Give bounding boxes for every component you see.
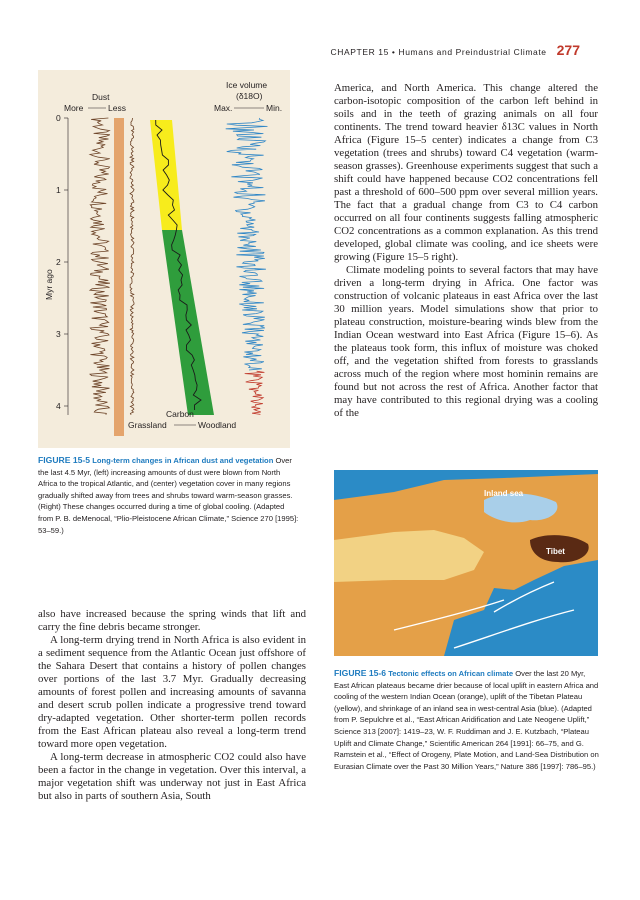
carbon-grassland-label: Grassland (128, 420, 167, 430)
chapter-title: CHAPTER 15 • Humans and Preindustrial Climate (330, 47, 547, 57)
paragraph: America, and North America. This change altered the carbon-isotopic composition of the carbon left behind in soils and in the teeth of grazing animals on all four continents. The trend toward heavier δ13C values in North Africa (Figure 15–5 center) indicates a change from C3 vegetation (trees and shrubs) toward C4 vegetation (warm-season grasses). Greenhouse experiments suggest that such a shift could have happened because CO2 concentrations fell past a threshold of 600–500 ppm over several million years. The fact that a gradual change from C3 to C4 carbon occurred on all four continents suggests falling atmospheric CO2 concentrations as a common explanation. As this trend developed, global climate was cooling, and ice sheets were growing (Figure 15–5 right). (334, 82, 598, 263)
carbon-title: Carbon (166, 409, 194, 419)
figure-15-6-map (334, 470, 598, 656)
dust-title: Dust (92, 92, 110, 102)
ice-subtitle: (δ18O) (236, 91, 263, 101)
figure-15-5-chart (38, 70, 290, 448)
carbon-woodland-label: Woodland (198, 420, 237, 430)
paragraph: also have increased because the spring winds that lift and carry the fine debris became stronger. (38, 608, 306, 633)
y-tick-label: 0 (56, 113, 61, 123)
dust-more-label: More (64, 103, 84, 113)
dust-less-label: Less (108, 103, 126, 113)
page-number: 277 (556, 42, 580, 58)
left-column-text (38, 608, 306, 803)
figure-15-5 (38, 70, 290, 448)
tibet-label: Tibet (546, 547, 565, 556)
figure-15-6-title: Tectonic effects on African climate (388, 669, 514, 678)
ice-title: Ice volume (226, 80, 268, 90)
ice-volume-red-line (245, 371, 265, 414)
right-column-text (334, 82, 598, 420)
ice-min-label: Min. (266, 103, 283, 113)
y-tick-label: 4 (56, 401, 61, 411)
y-ticks (56, 113, 68, 411)
dust-band (114, 118, 124, 436)
figure-15-5-caption-body: Over the last 4.5 Myr, (left) increasing amounts of dust were blown from North Africa to the tropical Atlantic, and (center) vegetation cover in many regions gradually shifted away from trees and shrubs toward warm-season grasses. (Right) These changes occurred during a time of global cooling. (Adapted from P. B. deMenocal, “Plio-Pleistocene African Climate,” Science 270 [1995]: 53–59.) (38, 456, 299, 535)
y-axis-label: Myr ago (44, 269, 54, 300)
dust-record-line (90, 118, 134, 415)
figure-15-5-label: FIGURE 15-5 (38, 455, 91, 465)
paragraph: A long-term decrease in atmospheric CO2 could also have been a factor in the change in vegetation. Over this interval, a major vegetation shift was underway not just in East Africa but also in parts of southern Asia, South (38, 751, 306, 802)
paragraph: Climate modeling points to several factors that may have driven a long-term drying in Africa. One factor was construction of volcanic plateaus in east Africa over the last 30 million years. Model simulations show that prior to plateau construction, moisture-bearing winds blew from the Indian Ocean westward into East Africa (Figure 15–6). As the plateaus took form, this influx of moisture was choked off, and the vegetation shifted from forests to grasslands across much of the region where most hominin remains are found but not across the rest of Africa. Another factor that may have contributed to this regional drying was a cooling of the (334, 264, 598, 419)
y-tick-label: 2 (56, 257, 61, 267)
figure-15-6 (334, 470, 598, 656)
inland-sea-label: Inland sea (484, 489, 524, 498)
figure-15-5-title: Long-term changes in African dust and vegetation (92, 456, 274, 465)
figure-15-6-caption-body: Over the last 20 Myr, East African plateaus became drier because of local uplift in eastern Africa and cooling of the western Indian Ocean (orange), uplift of the Tibetan Plateau (yellow), and shrinkage of an inland sea in west-central Asia (blue). (Adapted from P. Sepulchre et al., “East African Aridification and Late Neogene Uplift,” Science 313 [2007]: 1419–23, W. F. Ruddiman and J. E. Kutzbach, “Plateau Uplift and Climate Change,” Scientific American 264 [1991]: 66–75, and G. Ramstein et al., “Effect of Orogeny, Plate Motion, and Land-Sea Distribution on Eurasian Climate over the Past 30 Million Years,” Nature 386 [1997]: 786–95.) (334, 669, 599, 771)
figure-15-6-label: FIGURE 15-6 (334, 668, 387, 678)
running-header (300, 42, 580, 60)
figure-15-6-caption (334, 668, 602, 772)
y-tick-label: 1 (56, 185, 61, 195)
c4-green-band (162, 230, 214, 415)
y-tick-label: 3 (56, 329, 61, 339)
figure-15-5-caption (38, 455, 300, 536)
c3-yellow-band (150, 120, 182, 230)
paragraph: A long-term drying trend in North Africa is also evident in a sediment sequence from the Atlantic Ocean just offshore of the Sahara Desert that contains a history of pollen changes over portions of the last 3.7 Myr. Gradually decreasing amounts of forest pollen and increasing amounts of savanna and desert scrub pollen indicate a progressive trend toward dry-adapted vegetation. Other shorter-term pollen records from the East African plateau also reveal a long-term trend toward more open vegetation. (38, 634, 306, 750)
ice-max-label: Max. (214, 103, 233, 113)
ice-volume-line (226, 118, 268, 370)
